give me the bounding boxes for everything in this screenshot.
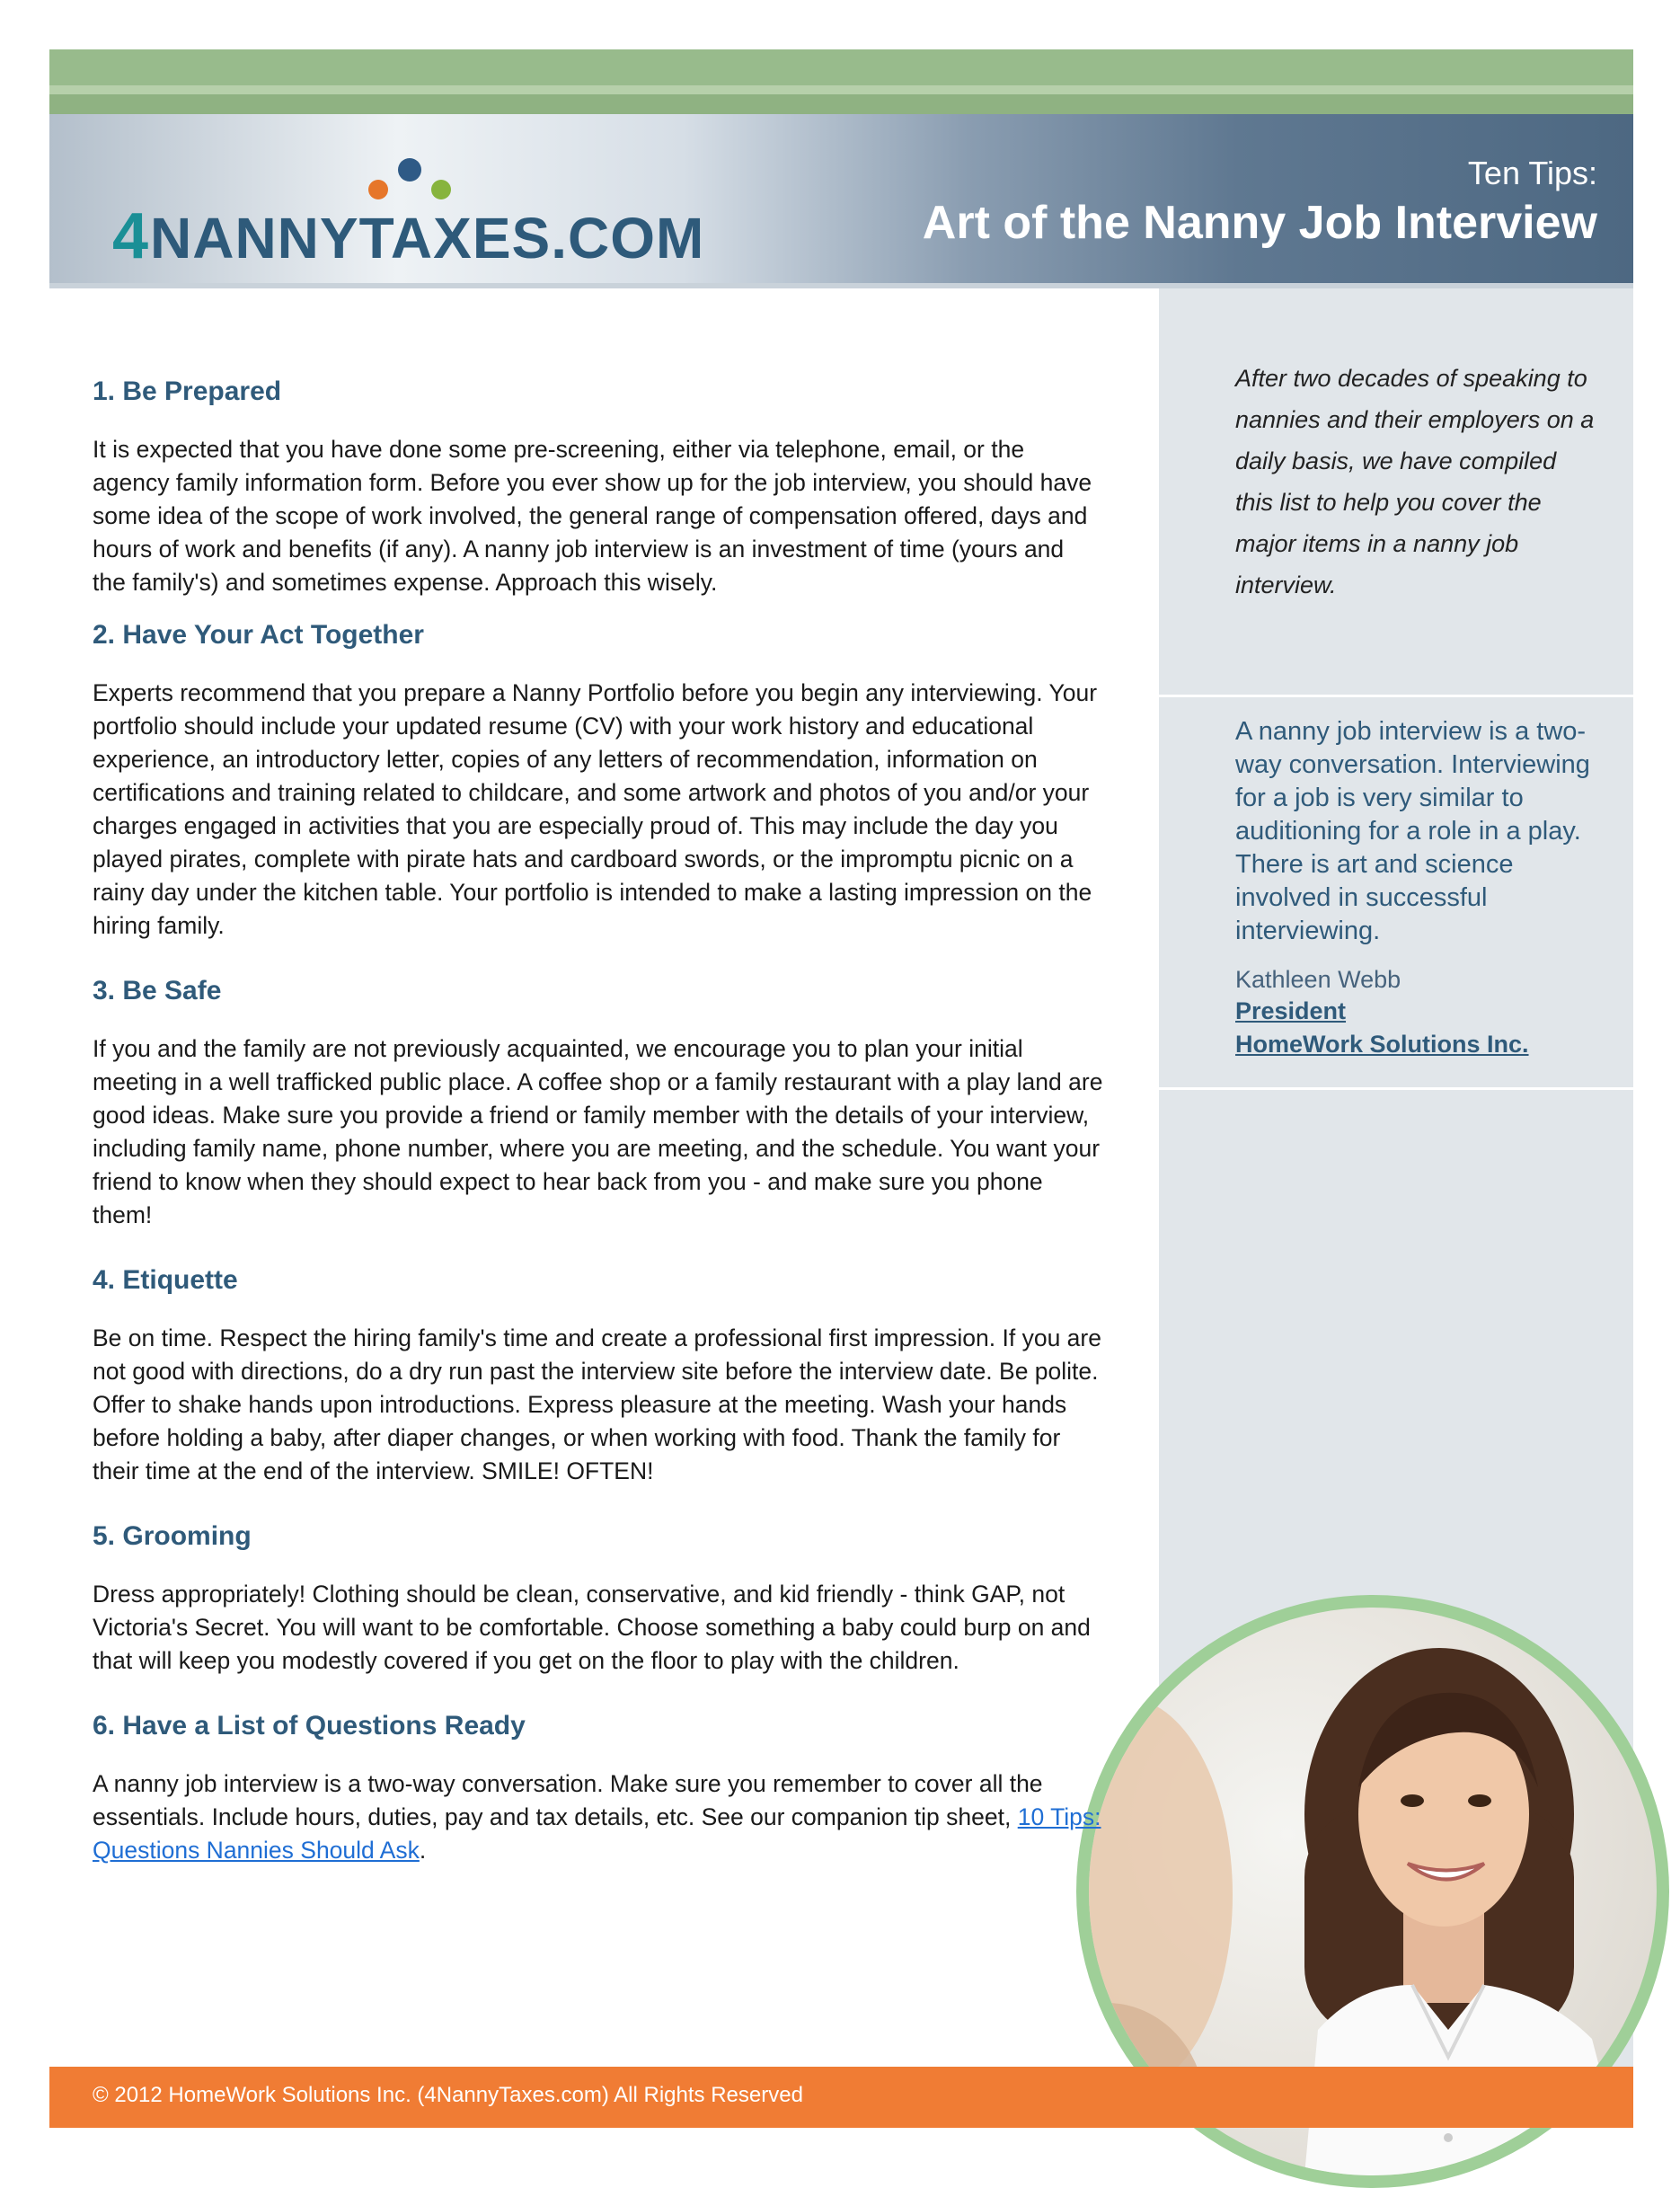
quote-author-title-link[interactable]: President (1235, 997, 1347, 1024)
page-title: Art of the Nanny Job Interview (922, 197, 1597, 249)
tip-body: Dress appropriately! Clothing should be clean, conservative, and kid friendly - think GAP, not Victoria's Secret. You will want to be comfortable. Choose something a baby could burp on and that will keep you modestly covered if you get on the floor to play with the children. (93, 1581, 1091, 1674)
tip-body: Experts recommend that you prepare a Nanny Portfolio before you begin any interviewing. Your portfolio should include your updated resume (CV) with your work history and educational experience, an introductory letter, copies of any letters of recommendation, information on certifications and training related to childcare, and some artwork and photos of you and/or your charges engaged in activities that you are especially proud of. This may include the day you played pirates, complete with pirate hats and cardboard swords, or the impromptu picnic on a rainy day under the kitchen table. Your portfolio is intended to make a lasting impression on the hiring family. (93, 679, 1098, 939)
tips-content (93, 376, 1103, 1867)
header-band-stripe (49, 85, 1633, 94)
tip-section (93, 376, 1103, 599)
tip-heading: 5. Grooming (93, 1521, 252, 1551)
logo-wordmark: NANNYTAXES.COM (150, 206, 705, 270)
tip-body: It is expected that you have done some pre-screening, either via telephone, email, or the agency family information form. Before you ever show up for the job interview, you should have some idea of the scope of work involved, the general range of compensation offered, days and hours of work and benefits (if any). A nanny job interview is an investment of time (yours and the family's) and sometimes expense. Approach this wisely. (93, 436, 1092, 596)
tip-section (93, 1710, 1103, 1867)
tip-heading: 4. Etiquette (93, 1265, 238, 1295)
sidebar-divider (1159, 695, 1633, 697)
tip-section (93, 1520, 1103, 1678)
companion-tip-sheet-link[interactable]: 10 Tips: Questions Nannies Should Ask (93, 1803, 1101, 1864)
tip-heading: 6. Have a List of Questions Ready (93, 1711, 526, 1741)
quote-author-name: Kathleen Webb (1235, 966, 1401, 993)
logo-dot-orange (368, 180, 388, 199)
tip-body (93, 1767, 1103, 1867)
logo-numeral: 4 (112, 200, 149, 272)
tip-body-text: A nanny job interview is a two-way conversation. Make sure you remember to cover all the essentials. Include hours, duties, pay and tax details, etc. See our companion tip sheet, (93, 1770, 1043, 1830)
header-band-stripe-dark (49, 94, 1633, 114)
tip-heading: 1. Be Prepared (93, 376, 282, 406)
header-subtitle: Ten Tips: (1467, 155, 1597, 191)
tip-body-end: . (419, 1837, 427, 1864)
tip-heading: 2. Have Your Act Together (93, 620, 424, 650)
site-logo (112, 180, 705, 272)
tip-body: Be on time. Respect the hiring family's time and create a professional first impression. If you are not good with directions, do a dry run past the interview site before the interview date. Be polite. Offer to shake hands upon introductions. Express pleasure at the meeting. Wash your hands before holding a baby, after diaper changes, or when working with food. Thank the family for their time at the end of the interview. SMILE! OFTEN! (93, 1324, 1101, 1484)
tip-heading: 3. Be Safe (93, 976, 222, 1005)
quote-author-company-link[interactable]: HomeWork Solutions Inc. (1235, 1031, 1529, 1058)
sidebar-divider (1159, 1087, 1633, 1090)
copyright-text: © 2012 HomeWork Solutions Inc. (4NannyTaxes.com) All Rights Reserved (93, 2083, 803, 2107)
tip-section (93, 1264, 1103, 1488)
tip-body: If you and the family are not previously acquainted, we encourage you to plan your initial meeting in a well trafficked public place. A coffee shop or a family restaurant with a play land are good ideas. Make sure you provide a friend or family member with the details of your interview, including family name, phone number, where you are meeting, and the schedule. You want your friend to know when they should expect to hear back from you - and make sure you phone them! (93, 1035, 1103, 1228)
sidebar-intro: After two decades of speaking to nannies and their employers on a daily basis, we have compiled this list to help you cover the major items in a nanny job interview. (1235, 365, 1595, 598)
logo-dot-green (431, 180, 451, 199)
logo-dot-blue (398, 158, 421, 182)
header-top-band (49, 49, 1633, 85)
tip-section (93, 975, 1103, 1232)
tip-section (93, 619, 1103, 943)
sidebar-quote: A nanny job interview is a two-way conversation. Interviewing for a job is very similar to auditioning for a role in a play. There is art and science involved in successful interviewing. (1235, 717, 1590, 945)
